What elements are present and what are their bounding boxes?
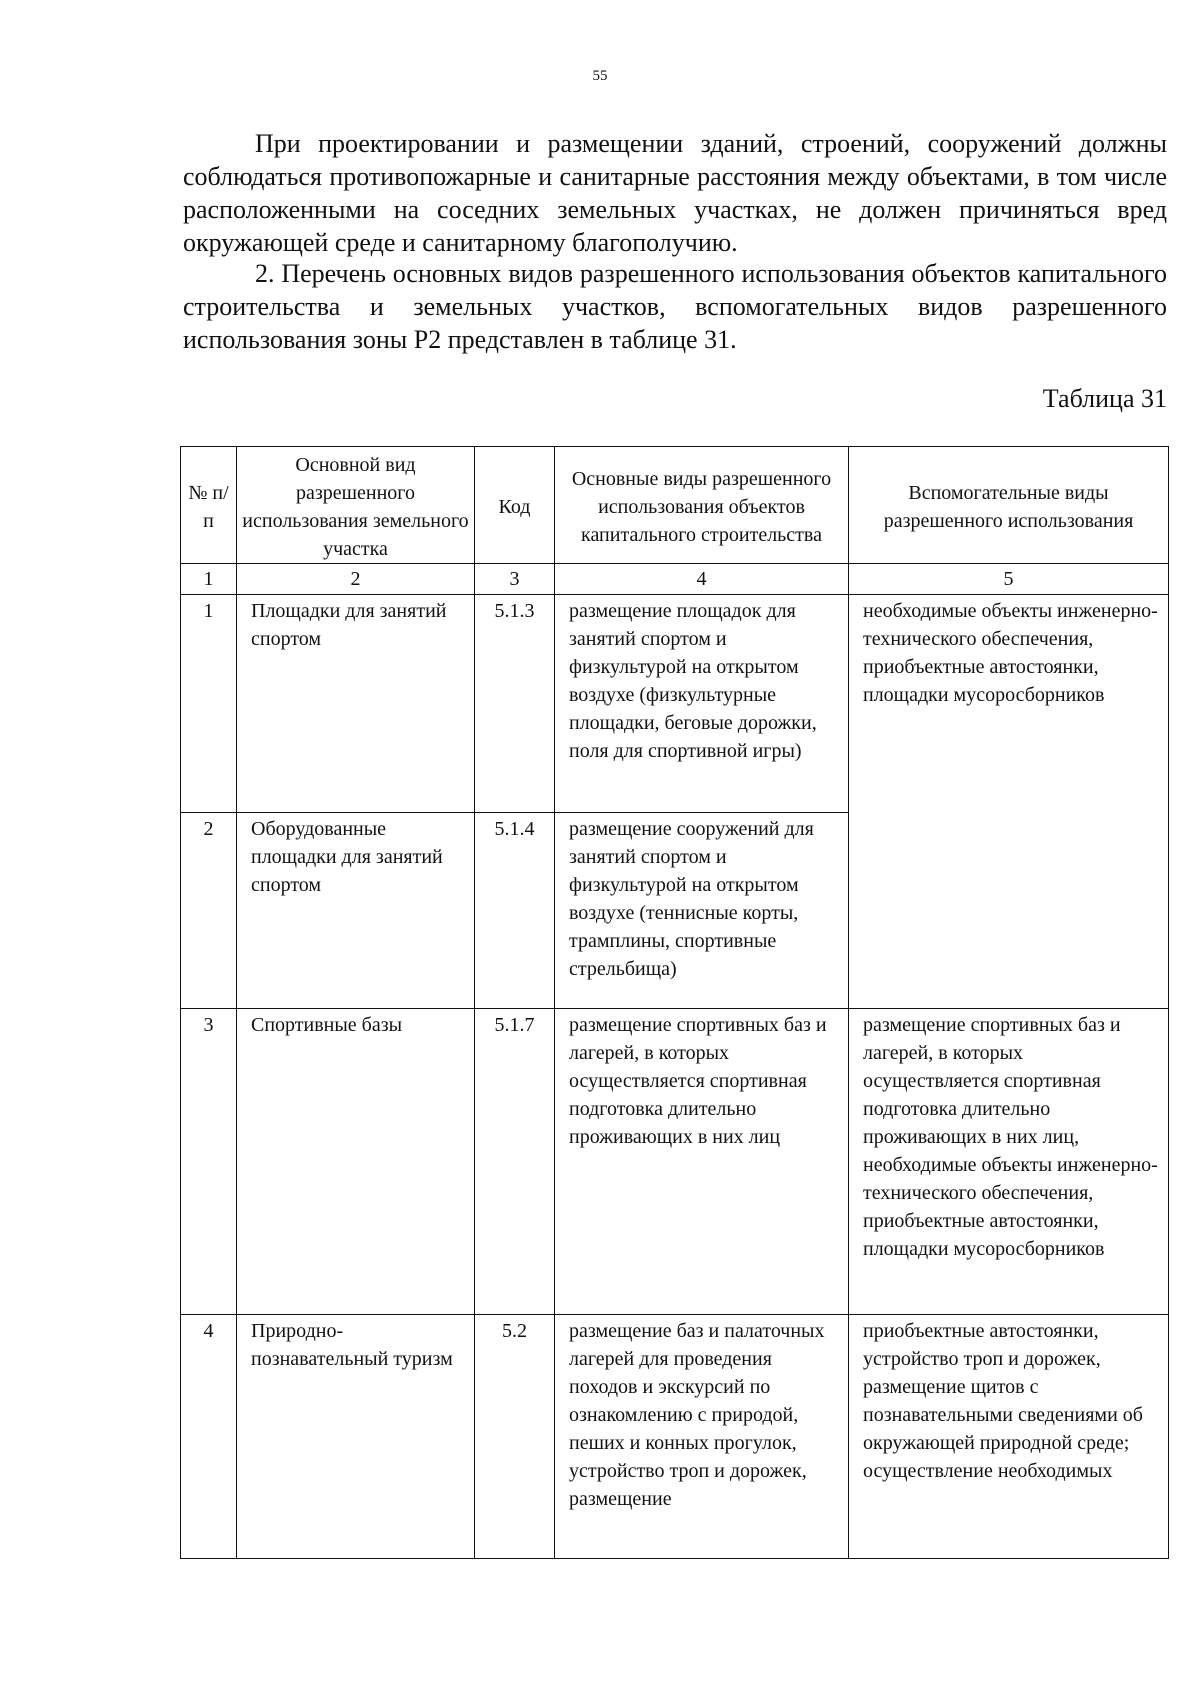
header-code: Код [475,447,555,564]
column-number-row [181,564,1169,595]
table-row [181,1315,1169,1559]
row-oks: размещение баз и палаточных лагерей для проведения походов и экскурсий по ознакомлению с природой, пеших и конных прогулок, устройство троп и дорожек, размещение [555,1315,849,1559]
column-number: 2 [237,564,475,595]
column-number: 4 [555,564,849,595]
column-number: 5 [849,564,1169,595]
row-kind: Спортивные базы [237,1009,475,1315]
row-aux: размещение спортивных баз и лагерей, в которых осуществляется спортивная подготовка длительно проживающих в них лиц, необходимые объекты инженерно-технического обеспечения, приобъектные автостоянки, площадки мусоросборников [849,1009,1169,1315]
header-main-oks: Основные виды разрешенного использования объектов капитального строительства [555,447,849,564]
row-kind: Природно-познавательный туризм [237,1315,475,1559]
row-oks: размещение сооружений для занятий спортом и физкультурой на открытом воздухе (теннисные корты, трамплины, спортивные стрельбища) [555,813,849,1009]
row-code: 5.1.4 [475,813,555,1009]
row-num: 3 [181,1009,237,1315]
row-num: 1 [181,595,237,813]
header-num: № п/п [181,447,237,564]
page-number: 55 [592,68,608,84]
row-kind: Площадки для занятий спортом [237,595,475,813]
row-aux: необходимые объекты инженерно-технического обеспечения, приобъектные автостоянки, площадки мусоросборников [849,595,1169,1009]
table-caption: Таблица 31 [1042,384,1167,413]
header-main-kind: Основной вид разрешенного использования земельного участка [237,447,475,564]
column-number: 1 [181,564,237,595]
row-code: 5.1.7 [475,1009,555,1315]
row-aux: приобъектные автостоянки, устройство троп и дорожек, размещение щитов с познавательными сведениями об окружающей природной среде; осуществление необходимых [849,1315,1169,1559]
table-row [181,595,1169,813]
row-oks: размещение спортивных баз и лагерей, в которых осуществляется спортивная подготовка длительно проживающих в них лиц [555,1009,849,1315]
header-aux: Вспомогательные виды разрешенного использования [849,447,1169,564]
row-oks: размещение площадок для занятий спортом и физкультурой на открытом воздухе (физкультурные площадки, беговые дорожки, поля для спортивной игры) [555,595,849,813]
row-num: 2 [181,813,237,1009]
row-num: 4 [181,1315,237,1559]
paragraph-2: 2. Перечень основных видов разрешенного использования объектов капитального строительства и земельных участков, вспомогательных видов разрешенного использования зоны Р2 представлен в таблице 31. [183,259,1167,354]
row-code: 5.1.3 [475,595,555,813]
paragraph-1: При проектировании и размещении зданий, строений, сооружений должны соблюдаться противопожарные и санитарные расстояния между объектами, в том числе расположенными на соседних земельных участках, не должен причиняться вред окружающей среде и санитарному благополучию. [183,129,1167,257]
table-row [181,1009,1169,1315]
permitted-use-table [180,446,1169,1559]
row-code: 5.2 [475,1315,555,1559]
row-kind: Оборудованные площадки для занятий спортом [237,813,475,1009]
column-number: 3 [475,564,555,595]
table-header-row [181,447,1169,564]
